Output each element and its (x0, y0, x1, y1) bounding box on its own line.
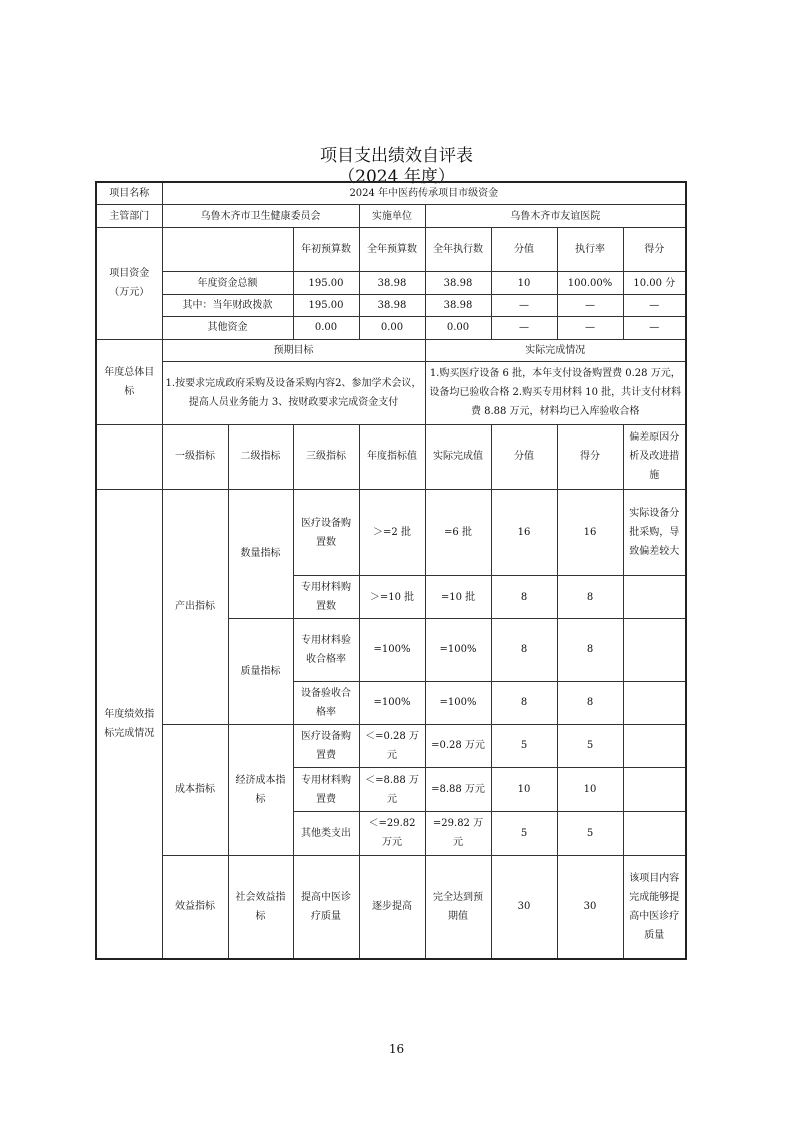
goals-actual-label: 实际完成情况 (425, 339, 686, 361)
indicator-row (96, 855, 686, 959)
indicator-actual: =6 批 (425, 489, 491, 575)
indicator-name: 专用材料购置费 (293, 768, 359, 812)
indicator-name: 设备验收合格率 (293, 681, 359, 724)
funds-row (96, 272, 686, 294)
benefit-indicator-label: 效益指标 (162, 855, 228, 959)
goals-expected-text: 1.按要求完成政府采购及设备采购内容2、参加学术会议，提高人员业务能力 3、按财政要求完成资金支付 (162, 361, 425, 424)
funds-full-budget: 0.00 (359, 317, 425, 339)
indicator-score-value: 5 (491, 724, 557, 768)
funds-blank-cell (162, 227, 293, 272)
indicator-actual: =10 批 (425, 576, 491, 619)
indicator-score: 30 (557, 855, 623, 959)
header-level1: 一级指标 (162, 424, 228, 489)
funds-initial: 0.00 (293, 317, 359, 339)
indicator-deviation: 实际设备分批采购，导致偏差较大 (623, 489, 686, 575)
dept-value: 乌鲁木齐市卫生健康委员会 (162, 205, 359, 227)
indicator-name: 医疗设备购置数 (293, 489, 359, 575)
indicator-score: 8 (557, 576, 623, 619)
indicator-score-value: 8 (491, 681, 557, 724)
header-score-value: 分值 (491, 424, 557, 489)
header-score: 得分 (557, 424, 623, 489)
indicator-target: =100% (359, 681, 425, 724)
goals-expected-label: 预期目标 (162, 339, 425, 361)
funds-executed: 38.98 (425, 294, 491, 316)
indicator-header-row (96, 424, 686, 489)
indicator-name: 专用材料验收合格率 (293, 618, 359, 681)
funds-row-label: 年度资金总额 (162, 272, 293, 294)
header-target: 年度指标值 (359, 424, 425, 489)
funds-exec-rate: — (557, 294, 623, 316)
funds-exec-rate: — (557, 317, 623, 339)
indicator-deviation (623, 576, 686, 619)
funds-header-full-budget: 全年预算数 (359, 227, 425, 272)
indicator-target: ＜=29.82 万元 (359, 812, 425, 856)
funds-initial: 195.00 (293, 272, 359, 294)
funds-score: — (623, 294, 686, 316)
impl-label: 实施单位 (359, 205, 425, 227)
quantity-indicator-label: 数量指标 (228, 489, 293, 618)
funds-header-executed: 全年执行数 (425, 227, 491, 272)
funds-score: — (623, 317, 686, 339)
goals-header-row (96, 339, 686, 361)
indicator-row (96, 724, 686, 768)
economic-cost-indicator-label: 经济成本指标 (228, 724, 293, 855)
project-name-label: 项目名称 (96, 182, 162, 205)
indicator-target: ＞=10 批 (359, 576, 425, 619)
indicator-score: 16 (557, 489, 623, 575)
indicator-deviation (623, 768, 686, 812)
funds-row-label: 其他资金 (162, 317, 293, 339)
project-name-row (96, 182, 686, 205)
page-title: 项目支出绩效自评表 (320, 146, 473, 166)
indicator-actual: =29.82 万元 (425, 812, 491, 856)
funds-executed: 0.00 (425, 317, 491, 339)
indicator-score: 5 (557, 812, 623, 856)
page-number: 16 (388, 1042, 405, 1056)
indicator-actual: =100% (425, 618, 491, 681)
output-indicator-label: 产出指标 (162, 489, 228, 724)
indicator-target: ＜=0.28 万元 (359, 724, 425, 768)
funds-executed: 38.98 (425, 272, 491, 294)
indicator-score-value: 5 (491, 812, 557, 856)
evaluation-table (95, 181, 687, 960)
header-level2: 二级指标 (228, 424, 293, 489)
dept-label: 主管部门 (96, 205, 162, 227)
indicator-target: 逐步提高 (359, 855, 425, 959)
header-level3: 三级指标 (293, 424, 359, 489)
funds-score: 10.00 分 (623, 272, 686, 294)
funds-full-budget: 38.98 (359, 272, 425, 294)
cost-indicator-label: 成本指标 (162, 724, 228, 855)
header-deviation: 偏差原因分析及改进措施 (623, 424, 686, 489)
funds-score-value: — (491, 317, 557, 339)
indicator-deviation (623, 681, 686, 724)
indicator-target: =100% (359, 618, 425, 681)
indicator-deviation (623, 724, 686, 768)
indicator-actual: =8.88 万元 (425, 768, 491, 812)
funds-header-score: 得分 (623, 227, 686, 272)
impl-value: 乌鲁木齐市友谊医院 (425, 205, 686, 227)
page-subtitle: （2024 年度） (338, 167, 455, 187)
header-actual: 实际完成值 (425, 424, 491, 489)
indicator-row (96, 489, 686, 575)
indicators-section-label: 年度绩效指标完成情况 (96, 489, 162, 959)
funds-row-label: 其中：当年财政拨款 (162, 294, 293, 316)
dept-row (96, 205, 686, 227)
indicator-target: ＞=2 批 (359, 489, 425, 575)
indicator-actual: 完全达到预期值 (425, 855, 491, 959)
goals-content-row (96, 361, 686, 424)
indicator-name: 提高中医诊疗质量 (293, 855, 359, 959)
funds-score-value: — (491, 294, 557, 316)
funds-label: 项目资金（万元） (96, 227, 162, 339)
funds-full-budget: 38.98 (359, 294, 425, 316)
indicator-score-value: 8 (491, 618, 557, 681)
quality-indicator-label: 质量指标 (228, 618, 293, 724)
goals-actual-text: 1.购买医疗设备 6 批，本年支付设备购置费 0.28 万元，设备均已验收合格 2.购买专用材料 10 批，共计支付材料费 8.88 万元，材料均已入库验收合格 (425, 361, 686, 424)
indicator-header-blank (96, 424, 162, 489)
funds-header-score-value: 分值 (491, 227, 557, 272)
funds-score-value: 10 (491, 272, 557, 294)
indicator-actual: =100% (425, 681, 491, 724)
funds-row (96, 294, 686, 316)
social-benefit-indicator-label: 社会效益指标 (228, 855, 293, 959)
indicator-deviation (623, 618, 686, 681)
indicator-score-value: 30 (491, 855, 557, 959)
indicator-name: 专用材料购置数 (293, 576, 359, 619)
indicator-score: 10 (557, 768, 623, 812)
funds-header-initial: 年初预算数 (293, 227, 359, 272)
indicator-deviation (623, 812, 686, 856)
indicator-score: 5 (557, 724, 623, 768)
indicator-name: 其他类支出 (293, 812, 359, 856)
project-name-value: 2024 年中医药传承项目市级资金 (162, 182, 686, 205)
indicator-score: 8 (557, 681, 623, 724)
indicator-score-value: 10 (491, 768, 557, 812)
indicator-deviation: 该项目内容完成能够提高中医诊疗质量 (623, 855, 686, 959)
goals-label: 年度总体目标 (96, 339, 162, 424)
funds-header-exec-rate: 执行率 (557, 227, 623, 272)
funds-initial: 195.00 (293, 294, 359, 316)
indicator-name: 医疗设备购置费 (293, 724, 359, 768)
indicator-score: 8 (557, 618, 623, 681)
indicator-score-value: 8 (491, 576, 557, 619)
funds-exec-rate: 100.00% (557, 272, 623, 294)
funds-row (96, 317, 686, 339)
indicator-score-value: 16 (491, 489, 557, 575)
funds-header-row (96, 227, 686, 272)
indicator-target: ＜=8.88 万元 (359, 768, 425, 812)
indicator-actual: =0.28 万元 (425, 724, 491, 768)
